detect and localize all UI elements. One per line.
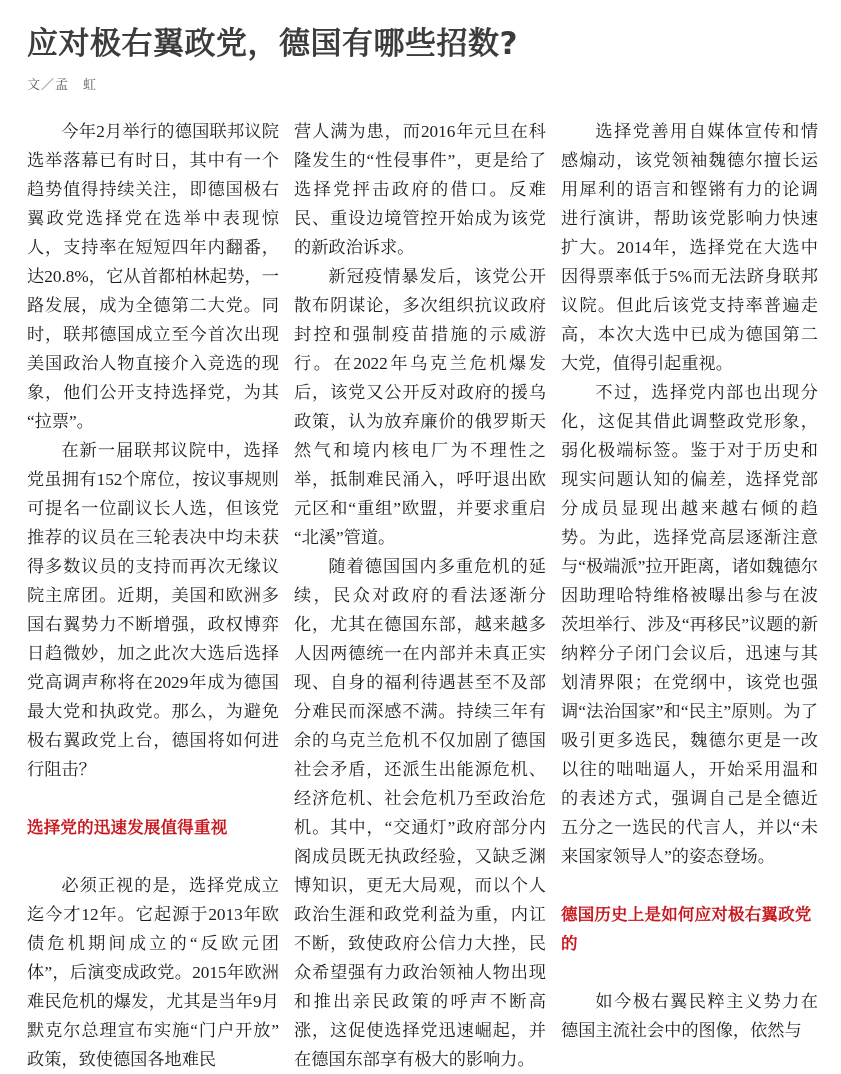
text-column-1 [27, 117, 279, 1074]
page-title: 应对极右翼政党，德国有哪些招数? [27, 26, 518, 62]
paragraph: 在新一届联邦议院中，选择党虽拥有152个席位，按议事规则可提名一位副议长人选，但该党推荐的议员在三轮表决中均未获得多数议员的支持而再次无缘议院主席团。近期，美国和欧洲多国右翼势力不断增强，政权博弈日趋微妙，加之此次大选后选择党高调声称将在2029年成为德国最大党和执政党。那么，为避免极右翼政党上台，德国将如何进行阻击？ [27, 441, 279, 779]
paragraph: 不过，选择党内部也出现分化，这促其借此调整政党形象，弱化极端标签。鉴于对于历史和现实问题认知的偏差，选择党部分成员显现出越来越右倾的趋势。为此，选择党高层逐渐注意与“极端派”拉开距离，诸如魏德尔因助理哈特维格被曝出参与在波茨坦举行、涉及“再移民”议题的新纳粹分子闭门会议后，迅速与其划清界限；在党纲中，该党也强调“法治国家”和“民主”原则。为了吸引更多选民，魏德尔更是一改以往的咄咄逼人，开始采用温和的表述方式，强调自己是全德近五分之一选民的代言人，并以“未来国家领导人”的姿态登场。 [561, 383, 818, 866]
text-column-3 [561, 117, 818, 1045]
section-heading: 选择党的迅速发展值得重视 [27, 818, 228, 837]
section-heading: 德国历史上是如何应对极右翼政党的 [561, 905, 812, 953]
paragraph: 新冠疫情暴发后，该党公开散布阴谋论，多次组织抗议政府封控和强制疫苗措施的示威游行。在2022年乌克兰危机爆发后，该党又公开反对政府的援乌政策，认为放弃廉价的俄罗斯天然气和境内核电厂为不理性之举，抵制难民涌入，呼吁退出欧元区和“重组”欧盟，并要求重启“北溪”管道。 [294, 267, 546, 547]
paragraph: 随着德国国内多重危机的延续，民众对政府的看法逐渐分化，尤其在德国东部，越来越多人因两德统一在内部并未真正实现、自身的福利待遇甚至不及部分难民而深感不满。持续三年有余的乌克兰危机不仅加剧了德国社会矛盾，还派生出能源危机、经济危机、社会危机乃至政治危机。其中，“交通灯”政府部分内阁成员既无执政经验，又缺乏渊博知识，更无大局观，而以个人政治生涯和政党利益为重，内讧不断，致使政府公信力大挫，民众希望强有力政治领袖人物出现和推出亲民政策的呼声不断高涨，这促使选择党迅速崛起，并在德国东部享有极大的影响力。 [294, 557, 546, 1069]
heading-spacer [561, 958, 818, 987]
paragraph-spacer [27, 784, 279, 813]
paragraph-spacer [561, 871, 818, 900]
paragraph: 如今极右翼民粹主义势力在德国主流社会中的图像，依然与 [561, 992, 818, 1040]
paragraph-continuation: 营人满为患，而2016年元旦在科隆发生的“性侵事件”，更是给了选择党抨击政府的借口。反难民、重设边境管控开始成为该党的新政治诉求。 [294, 122, 546, 257]
paragraph: 选择党善用自媒体宣传和情感煽动，该党领袖魏德尔擅长运用犀利的语言和铿锵有力的论调进行演讲，帮助该党影响力快速扩大。2014年，选择党在大选中因得票率低于5%而无法跻身联邦议院。但此后该党支持率普遍走高，本次大选中已成为德国第二大党，值得引起重视。 [561, 122, 818, 373]
masthead [27, 0, 814, 95]
article-columns [27, 117, 818, 1074]
paragraph: 必须正视的是，选择党成立迄今才12年。它起源于2013年欧债危机期间成立的“反欧元团体”，后演变成政党。2015年欧洲难民危机的爆发，尤其是当年9月默克尔总理宣布实施“门户开放”政策，致使德国各地难民 [27, 876, 279, 1069]
text-column-2 [294, 117, 546, 1074]
heading-spacer [27, 842, 279, 871]
paragraph: 今年2月举行的德国联邦议院选举落幕已有时日，其中有一个趋势值得持续关注，即德国极右翼政党选择党在选举中表现惊人，支持率在短短四年内翻番，达20.8%，它从首都柏林起势，一路发展，成为全德第二大党。同时，联邦德国成立至今首次出现美国政治人物直接介入竞选的现象，他们公开支持选择党，为其“拉票”。 [27, 122, 279, 431]
byline: 文／孟 虹 [27, 78, 98, 93]
